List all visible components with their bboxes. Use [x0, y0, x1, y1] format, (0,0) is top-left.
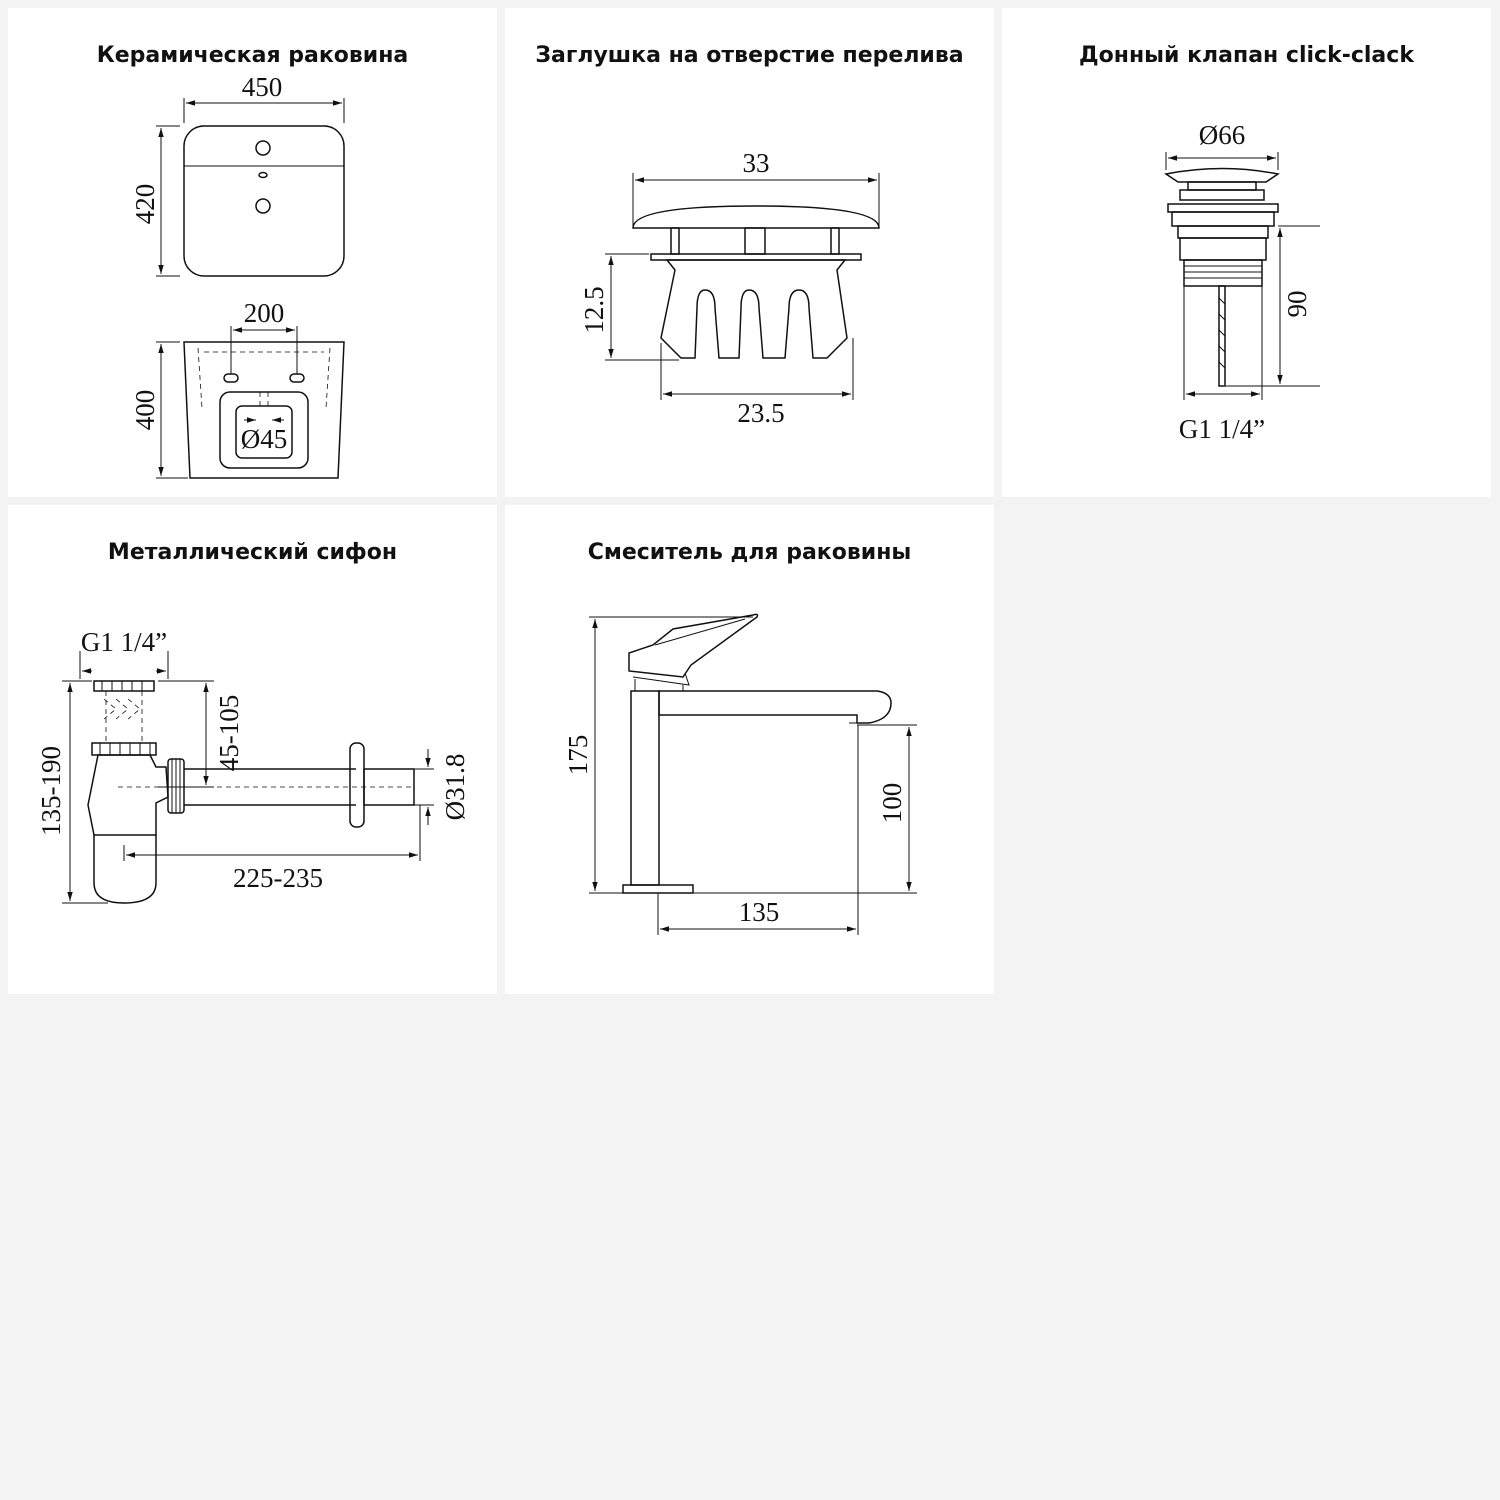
siphon-body [88, 755, 168, 835]
dim-clip-height-label: 12.5 [579, 286, 609, 334]
card-title: Смеситель для раковины [587, 540, 912, 565]
card-title: Заглушка на отверстие перелива [535, 43, 964, 68]
dim-depth-label: 420 [130, 183, 160, 225]
siphon-top-nut [94, 681, 154, 691]
card-title: Металлический сифон [107, 540, 398, 565]
dim-cap-diameter-label: Ø66 [1198, 120, 1246, 150]
basin-drawing [8, 8, 497, 497]
card-title: Донный клапан click-clack [1079, 43, 1414, 68]
mount-slot-left [224, 374, 238, 382]
cap-dome [633, 206, 879, 228]
dim-siphon-height-label: 135-190 [36, 746, 66, 836]
dim-siphon-length-label: 225-235 [233, 863, 323, 893]
dim-drain-label: Ø45 [240, 424, 288, 454]
cap-clips [661, 260, 847, 358]
drain-hole [256, 199, 270, 213]
dim-mount-label: 200 [243, 298, 285, 328]
dim-adjust-label: 45-105 [214, 694, 244, 772]
basin-top-outline [184, 126, 344, 276]
overflow-cap-drawing [505, 8, 994, 497]
siphon-drawing [8, 505, 497, 994]
drain-cap [1166, 169, 1278, 183]
dim-spout-height-label: 100 [877, 782, 907, 824]
dim-outlet-diameter-label: Ø31.8 [440, 753, 470, 821]
mixer-spout [659, 691, 891, 723]
card-title: Керамическая раковина [96, 43, 409, 68]
dim-drain-height-label: 90 [1282, 290, 1312, 318]
siphon-wall-flange [350, 743, 364, 827]
mixer-lever [629, 614, 758, 677]
drain-thread [1184, 260, 1262, 286]
dim-thread-label: G1 1/4” [1178, 414, 1266, 444]
card-metal-siphon [8, 505, 497, 994]
mount-slot-right [290, 374, 304, 382]
card-overflow-cap [505, 8, 994, 497]
mixer-body [631, 691, 659, 885]
faucet-hole [256, 141, 270, 155]
dim-clip-width-label: 23.5 [737, 398, 785, 428]
mixer-drawing [505, 505, 994, 994]
drain-flange [1168, 204, 1278, 212]
dim-cap-width-label: 33 [742, 148, 770, 178]
drain-body [1180, 238, 1266, 260]
card-basin-mixer [505, 505, 994, 994]
card-click-clack-drain [1002, 8, 1491, 497]
dim-spout-reach-label: 135 [738, 897, 780, 927]
siphon-main-nut [92, 743, 156, 755]
dim-width-label: 450 [241, 72, 283, 102]
dim-mixer-height-label: 175 [563, 734, 593, 776]
drain-drawing [1002, 8, 1491, 497]
mixer-base [623, 885, 693, 893]
overflow-hole [259, 173, 267, 178]
dim-inlet-thread-label: G1 1/4” [80, 627, 168, 657]
card-ceramic-basin [8, 8, 497, 497]
cap-flange [651, 254, 861, 260]
siphon-cup [94, 835, 156, 903]
dim-height-label: 400 [130, 389, 160, 431]
